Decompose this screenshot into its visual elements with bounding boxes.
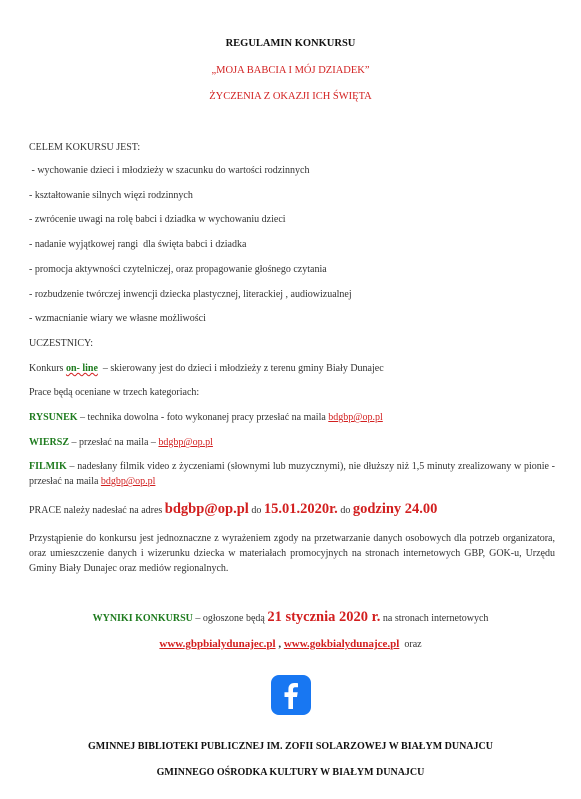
wiersz-label: WIERSZ: [29, 437, 70, 448]
gbp-website-link[interactable]: www.gbpbialydunajec.pl: [159, 638, 276, 650]
contest-name: „MOJA BABCIA I MÓJ DZIADEK”: [211, 65, 370, 76]
participants-heading: UCZESTNICY:: [29, 338, 94, 349]
results-label: WYNIKI KONKURSU: [92, 613, 193, 624]
filmik-email-link[interactable]: bdgbp@op.pl: [100, 476, 156, 487]
deadline-email-link[interactable]: bdgbp@op.pl: [164, 501, 249, 517]
konkurs-rest: – skierowany jest do dzieci i młodzieży z terenu gminy Biały Dunajec: [97, 363, 384, 374]
goal-item: - kształtowanie silnych więzi rodzinnych: [29, 190, 193, 201]
goal-item: - zwrócenie uwagi na rolę babci i dziadka w wychowaniu dzieci: [29, 214, 286, 225]
goal-item: - promocja aktywności czytelniczej, oraz propagowanie głośnego czytania: [29, 264, 327, 275]
categories-intro: Prace będą oceniane w trzech kategoriach:: [29, 387, 200, 398]
rysunek-text: – technika dowolna - foto wykonanej pracy przesłać na maila: [77, 412, 329, 423]
deadline-date: 15.01.2020r.: [263, 501, 338, 517]
goal-item: - rozbudzenie twórczej inwencji dziecka plastycznej, literackiej , audiowizualnej: [29, 289, 352, 300]
wiersz-text: – przesłać na maila –: [69, 437, 159, 448]
rysunek-email-link[interactable]: bdgbp@op.pl: [328, 412, 383, 423]
category-rysunek: [29, 410, 555, 425]
footer-culture-center: GMINNEGO OŚRODKA KULTURY W BIAŁYM DUNAJCU: [156, 767, 425, 778]
results-date: 21 stycznia 2020 r.: [267, 609, 381, 625]
goal-item: - wzmacnianie wiary we własne możliwości: [29, 313, 206, 324]
deadline-prefix: PRACE należy nadesłać na adres: [29, 505, 165, 516]
deadline-do: do: [248, 505, 264, 516]
goal-item: - nadanie wyjątkowej rangi dla święta babci i dziadka: [29, 239, 247, 250]
deadline-do-2: do: [337, 505, 353, 516]
rysunek-label: RYSUNEK: [29, 412, 78, 423]
category-wiersz: [29, 435, 555, 450]
contest-subtitle: ŻYCZENIA Z OKAZJI ICH ŚWIĘTA: [209, 91, 372, 102]
participants-text: [29, 361, 555, 376]
filmik-text: – nadesłany filmik video z życzeniami (słownymi lub muzycznymi), nie dłuższy niż 1,5 minuty zrealizowany w pionie - przesłać na maila: [29, 461, 555, 487]
deadline-line: [29, 500, 555, 520]
consent-text: Przystąpienie do konkursu jest jednoznaczne z wyrażeniem zgody na przetwarzanie danych osobowych dla potrzeb organizatora, oraz umieszczenie danych i wizerunku dziecka w materiałach promocyjnych na stronach internetowych GBP, GOK-u, Urzędu Gminy Biały Dunajec oraz mediów regionalnych.: [29, 533, 555, 574]
online-label: on- line: [65, 363, 98, 374]
results-links: [0, 638, 581, 650]
footer-library: GMINNEJ BIBLIOTEKI PUBLICZNEJ IM. ZOFII SOLARZOWEJ W BIAŁYM DUNAJCU: [88, 741, 493, 752]
gok-website-link[interactable]: www.gokbialydunajce.pl: [283, 638, 400, 650]
oraz-text: oraz: [399, 639, 422, 650]
category-filmik: [29, 459, 555, 489]
goal-item: - wychowanie dzieci i młodzieży w szacunku do wartości rodzinnych: [29, 165, 310, 176]
document-title: REGULAMIN KONKURSU: [225, 38, 356, 49]
results-line: [0, 608, 581, 628]
wiersz-email-link[interactable]: bdgbp@op.pl: [158, 437, 213, 448]
goals-heading: CELEM KOKURSU JEST:: [29, 142, 141, 153]
link-separator: ,: [275, 638, 284, 650]
konkurs-prefix: Konkurs: [29, 363, 66, 374]
results-text-2: na stronach internetowych: [380, 613, 489, 624]
facebook-icon[interactable]: [271, 675, 311, 715]
deadline-time: godziny 24.00: [352, 501, 438, 517]
results-text-1: – ogłoszone będą: [192, 613, 268, 624]
filmik-label: FILMIK: [29, 461, 67, 472]
